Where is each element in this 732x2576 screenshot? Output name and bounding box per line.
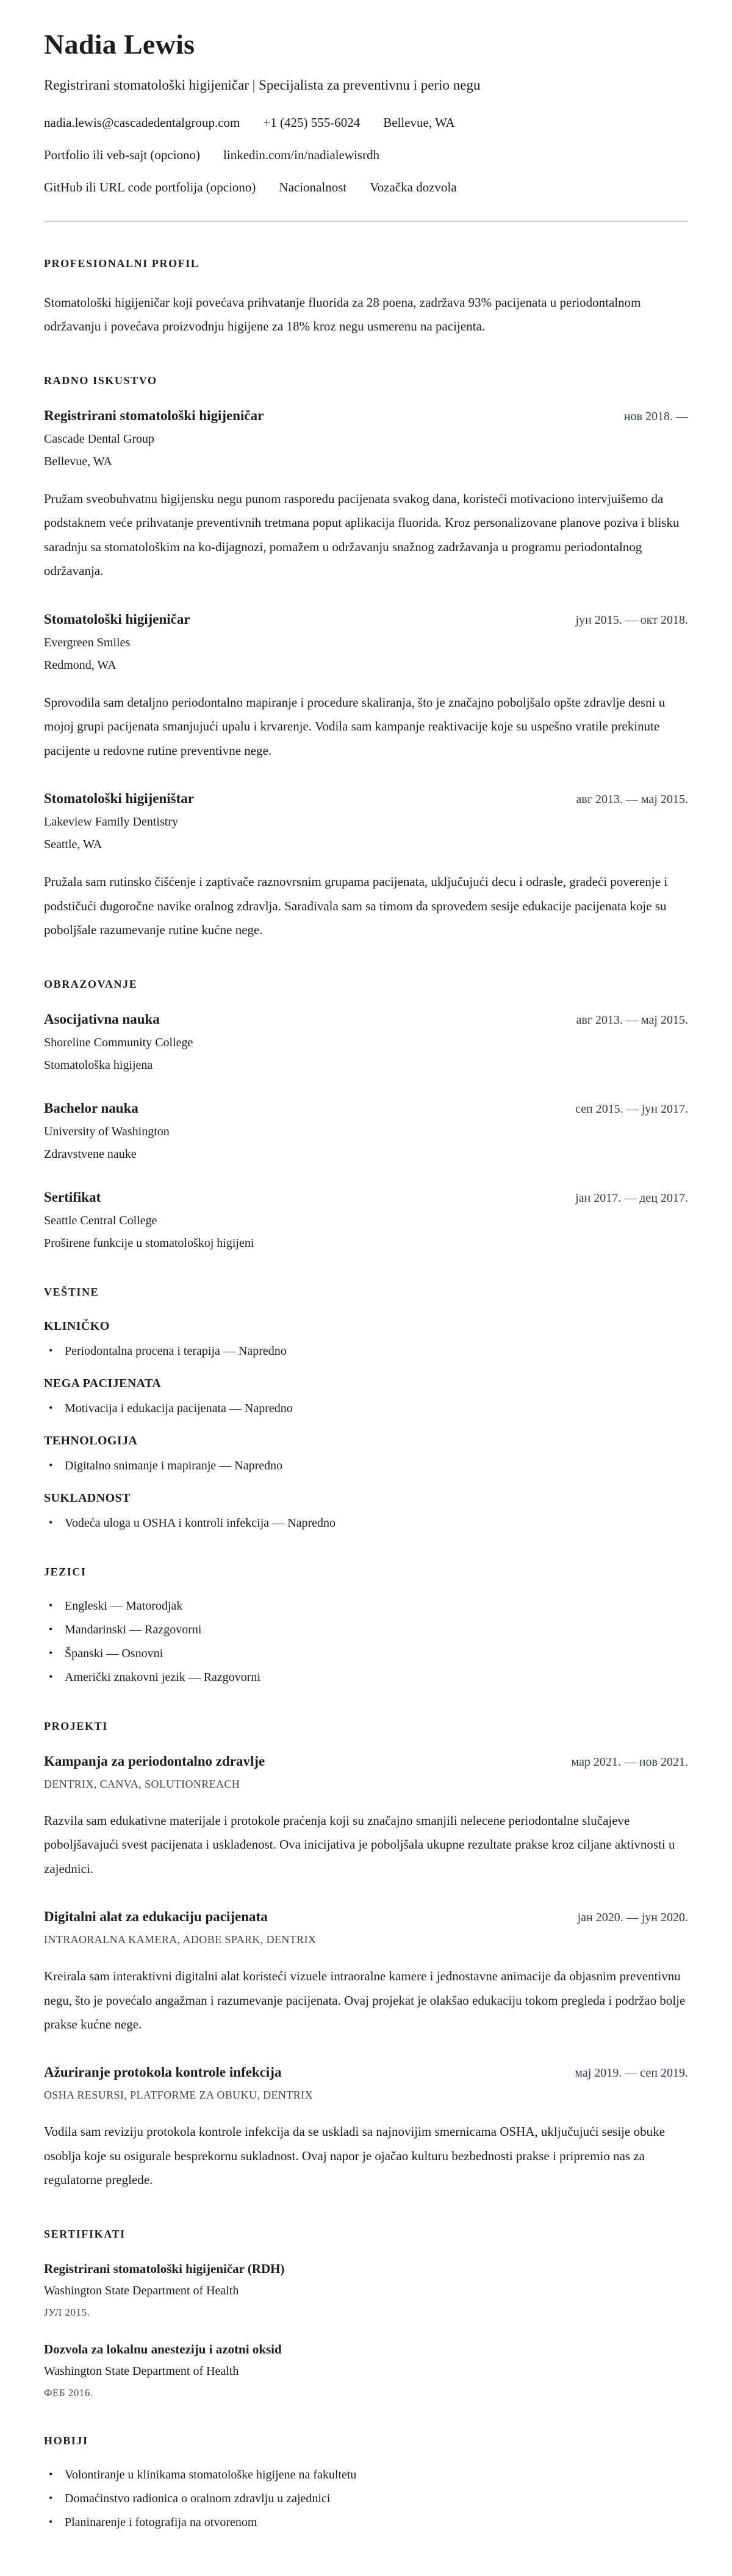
skill-list — [44, 1344, 688, 1358]
section-languages — [44, 1566, 688, 1685]
certificates-section-title: SERTIFIKATI — [44, 2227, 126, 2240]
section-projects — [44, 1720, 688, 2192]
job-company: Lakeview Family Dentistry — [44, 815, 178, 829]
skill-group — [44, 1491, 688, 1530]
skill-item: • Motivacija i edukacija pacijenata — Napredno — [49, 1402, 688, 1416]
certificate-title: Dozvola za lokalnu anesteziju i azotni oksid — [44, 2341, 282, 2357]
person-tagline: Registrirani stomatološki higijeničar | Specijalista za preventivnu i perio negu — [44, 77, 481, 93]
skill-category: KLINIČKO — [44, 1319, 110, 1333]
project-entry-head — [44, 2064, 688, 2080]
job-title: Registrirani stomatološki higijeničar — [44, 407, 264, 423]
degree-title: Bachelor nauka — [44, 1100, 138, 1116]
skill-group — [44, 1377, 688, 1416]
degree-title: Sertifikat — [44, 1189, 101, 1205]
education-entry-head — [44, 1190, 688, 1205]
education-entry — [44, 1011, 688, 1072]
field-of-study: Proširene funkcije u stomatološkoj higijeni — [44, 1236, 254, 1250]
phone-text: +1 (425) 555-6024 — [263, 115, 361, 130]
project-entry-head — [44, 1909, 688, 1925]
job-dates: авг 2013. — мај 2015. — [576, 793, 688, 807]
skill-category: TEHNOLOGIJA — [44, 1433, 138, 1447]
skill-list — [44, 1459, 688, 1473]
language-item: • Američki znakovni jezik — Razgovorni — [49, 1671, 688, 1685]
email-text: nadia.lewis@cascadedentalgroup.com — [44, 115, 240, 130]
job-title: Stomatološki higijeničar — [44, 611, 190, 627]
project-entry — [44, 1909, 688, 2036]
skills-section-title: VEŠTINE — [44, 1285, 99, 1298]
experience-section-title: RADNO ISKUSTVO — [44, 374, 157, 387]
education-entry — [44, 1101, 688, 1161]
contact-row-2 — [44, 148, 688, 163]
certificate-issuer: Washington State Department of Health — [44, 2283, 239, 2297]
job-entry-head — [44, 791, 688, 807]
project-title: Kampanja za periodontalno zdravlje — [44, 1753, 265, 1769]
job-location: Redmond, WA — [44, 658, 117, 672]
education-section-title: OBRAZOVANJE — [44, 977, 138, 990]
language-list — [44, 1599, 688, 1685]
section-hobbies — [44, 2435, 688, 2530]
job-location: Bellevue, WA — [44, 454, 112, 468]
contact-row-1 — [44, 115, 688, 130]
project-entry — [44, 1754, 688, 1881]
project-title: Digitalni alat za edukaciju pacijenata — [44, 1909, 268, 1925]
job-entry-head — [44, 612, 688, 627]
language-item: • Mandarinski — Razgovorni — [49, 1623, 688, 1637]
project-dates: мај 2019. — сеп 2019. — [575, 2066, 688, 2080]
project-description: Vodila sam reviziju protokola kontrole infekcija da se uskladi sa najnovijim smernicama OSHA, uključujući sesije obuke osoblja koje su osigurale besprekornu sukladnost. Ovaj napor je ojačao kulturu bezbednosti prakse i pripremio nas za regulatorne preglede. — [44, 2124, 665, 2188]
project-description: Kreirala sam interaktivni digitalni alat koristeći vizuele intraoralne kamere i jednostavne animacije da objasnim preventivnu negu, što je povećalo angažman i razumevanje pacijenata. Ovaj projekat je olakšao edukaciju tokom pregleda i podržao bolje prakse kućne nege. — [44, 1969, 686, 2032]
skill-list — [44, 1402, 688, 1416]
skill-list — [44, 1516, 688, 1530]
job-entry — [44, 408, 688, 583]
resume-header — [44, 28, 688, 222]
certificate-entry — [44, 2261, 688, 2319]
school-name: Seattle Central College — [44, 1213, 157, 1227]
job-dates: јун 2015. — окт 2018. — [575, 613, 688, 627]
field-of-study: Stomatološka higijena — [44, 1058, 153, 1072]
hobbies-section-title: HOBIJI — [44, 2434, 88, 2447]
certificate-date: ЈУЛ 2015. — [44, 2306, 90, 2318]
skill-group — [44, 1319, 688, 1358]
project-tools: INTRAORALNA KAMERA, ADOBE SPARK, DENTRIX — [44, 1933, 317, 1946]
education-dates: јан 2017. — дец 2017. — [575, 1191, 688, 1205]
job-company: Cascade Dental Group — [44, 432, 155, 446]
education-entry-head — [44, 1011, 688, 1027]
projects-section-title: PROJEKTI — [44, 1719, 108, 1732]
hobby-item: • Volontiranje u klinikama stomatološke higijene na fakultetu — [49, 2468, 688, 2482]
section-education — [44, 978, 688, 1251]
certificate-entry — [44, 2342, 688, 2399]
person-name: Nadia Lewis — [44, 29, 195, 60]
hobby-item: • Domaćinstvo radionica o oralnom zdravlju u zajednici — [49, 2492, 688, 2506]
hobby-item: • Planinarenje i fotografija na otvorenom — [49, 2516, 688, 2530]
education-entry — [44, 1190, 688, 1251]
job-location: Seattle, WA — [44, 838, 102, 852]
certificate-issuer: Washington State Department of Health — [44, 2364, 239, 2378]
field-of-study: Zdravstvene nauke — [44, 1147, 137, 1161]
contact-row-3 — [44, 180, 688, 195]
section-skills — [44, 1286, 688, 1530]
skill-item: • Periodontalna procena i terapija — Napredno — [49, 1344, 688, 1358]
job-description: Pružam sveobuhvatnu higijensku negu punom rasporedu pacijenata svakog dana, koristeći motivaciono intervjuišemo da podstaknem veće prihvatanje preventivnih tretmana poput aplikacija fluorida. Kroz personalizovane planove poziva i blisku saradnju sa stomatološkim na ko-dijagnozi, pomažem u održavanju snažnog zadržavanja u programu periodontalnog održavanja. — [44, 491, 680, 579]
hobby-list — [44, 2468, 688, 2530]
education-dates: сеп 2015. — јун 2017. — [575, 1102, 688, 1116]
skill-category: SUKLADNOST — [44, 1491, 131, 1505]
section-profile — [44, 257, 688, 339]
header-divider — [44, 221, 688, 222]
profile-section-title: PROFESIONALNI PROFIL — [44, 257, 199, 269]
project-description: Razvila sam edukativne materijale i protokole praćenja koji su značajno smanjili nelecene periodontalne slučajeve poboljšavajući svest pacijenata i usklađenost. Ova inicijativa je poboljšala ukupne rezultate prakse kroz ciljane aktivnosti u zajednici. — [44, 1813, 675, 1876]
school-name: University of Washington — [44, 1124, 170, 1138]
school-name: Shoreline Community College — [44, 1035, 193, 1049]
project-dates: мар 2021. — нов 2021. — [571, 1755, 688, 1769]
job-description: Pružala sam rutinsko čišćenje i zaptivače raznovrsnim grupama pacijenata, uključujući decu i odrasle, gradeći poverenje i podstičući dugoročne navike oralnog zdravlja. Saradivala sam sa timom da sprovedem sesije edukacije pacijenata koje su poboljšale razumevanje rutine kućne nege. — [44, 874, 668, 938]
job-description: Sprovodila sam detaljno periodontalno mapiranje i procedure skaliranja, što je značajno poboljšalo opšte zdravlje desni u mojoj grupi pacijenata smanjujući upalu i krvarenje. Vodila sam kampanje reaktivacije koje su uspešno vratile prekinute pacijente u redovne rutine preventivne nege. — [44, 694, 666, 758]
language-item: • Engleski — Matorodjak — [49, 1599, 688, 1613]
profile-summary: Stomatološki higijeničar koji povećava prihvatanje fluorida za 28 poena, zadržava 93% pacijenata u periodontalnom održavanju i povećava proizvodnju higijene za 18% kroz negu usmerenu na pacijenta. — [44, 295, 641, 334]
skill-item: • Vodeća uloga u OSHA i kontroli infekcija — Napredno — [49, 1516, 688, 1530]
section-experience — [44, 374, 688, 943]
languages-section-title: JEZICI — [44, 1565, 87, 1578]
section-certificates — [44, 2228, 688, 2399]
drivers-license-text: Vozačka dozvola — [370, 180, 457, 194]
portfolio-text: Portfolio ili veb-sajt (opciono) — [44, 148, 201, 162]
project-tools: DENTRIX, CANVA, SOLUTIONREACH — [44, 1777, 240, 1790]
skill-category: NEGA PACIJENATA — [44, 1376, 162, 1390]
skill-item: • Digitalno snimanje i mapiranje — Napredno — [49, 1459, 688, 1473]
github-text: GitHub ili URL code portfolija (opciono) — [44, 180, 256, 194]
project-entry — [44, 2064, 688, 2192]
linkedin-text: linkedin.com/in/nadialewisrdh — [223, 148, 380, 162]
degree-title: Asocijativna nauka — [44, 1011, 160, 1027]
project-entry-head — [44, 1754, 688, 1769]
job-dates: нов 2018. — — [623, 409, 688, 423]
skill-group — [44, 1434, 688, 1473]
job-title: Stomatološki higijeništar — [44, 791, 194, 807]
job-entry — [44, 791, 688, 942]
job-entry-head — [44, 408, 688, 424]
project-title: Ažuriranje protokola kontrole infekcija — [44, 2064, 282, 2080]
project-dates: јан 2020. — јун 2020. — [577, 1911, 688, 1925]
certificate-date: ФЕБ 2016. — [44, 2386, 93, 2399]
education-dates: авг 2013. — мај 2015. — [576, 1013, 688, 1027]
education-entry-head — [44, 1101, 688, 1116]
job-company: Evergreen Smiles — [44, 635, 131, 649]
project-tools: OSHA RESURSI, PLATFORME ZA OBUKU, DENTRIX — [44, 2089, 313, 2102]
job-entry — [44, 612, 688, 763]
certificate-title: Registrirani stomatološki higijeničar (RDH) — [44, 2261, 285, 2276]
nationality-text: Nacionalnost — [279, 180, 347, 194]
location-text: Bellevue, WA — [383, 115, 455, 130]
language-item: • Španski — Osnovni — [49, 1647, 688, 1661]
